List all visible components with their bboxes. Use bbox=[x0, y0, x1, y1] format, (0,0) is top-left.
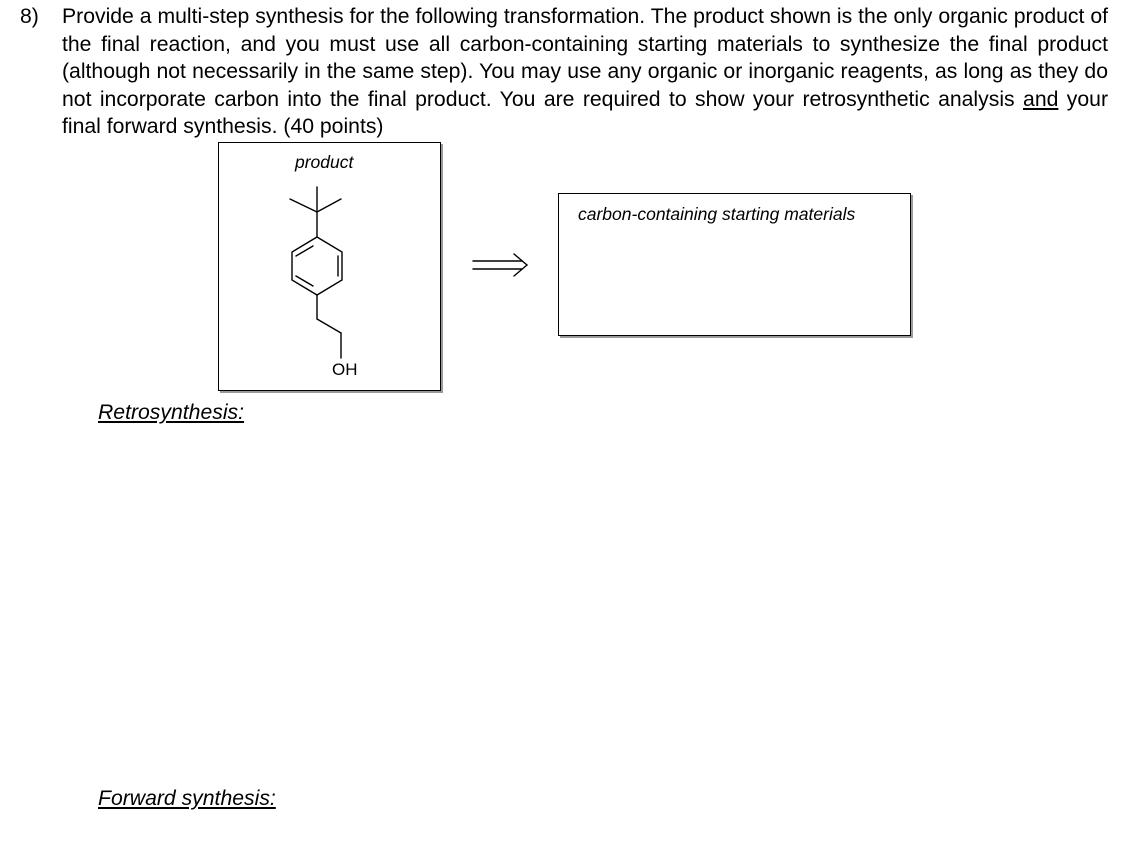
starting-materials-label: carbon-containing starting materials bbox=[578, 204, 856, 224]
question-text-main: Provide a multi-step synthesis for the following transformation. The product shown is the only organic product of the final reaction, and you must use all carbon-containing starting materials to synthesize the final product (although not necessarily in the same step). You may use any organic or inorganic reagents, as long as they do not incorporate carbon into the final product. You are required to show your retrosynthetic analysis bbox=[62, 5, 1108, 111]
product-label: product bbox=[295, 152, 354, 172]
underlined-word: and bbox=[1023, 87, 1059, 111]
retrosynthesis-heading: Retrosynthesis: bbox=[98, 401, 245, 424]
retrosynthesis-double-arrow-icon bbox=[470, 252, 530, 282]
forward-synthesis-heading: Forward synthesis: bbox=[98, 787, 276, 810]
4-tert-butylphenethyl-alcohol-structure bbox=[290, 187, 342, 358]
question-number: 8) bbox=[20, 5, 39, 28]
question-text-end: your final forward synthesis. (40 points) bbox=[62, 87, 1109, 139]
hydroxyl-label: OH bbox=[332, 360, 358, 379]
